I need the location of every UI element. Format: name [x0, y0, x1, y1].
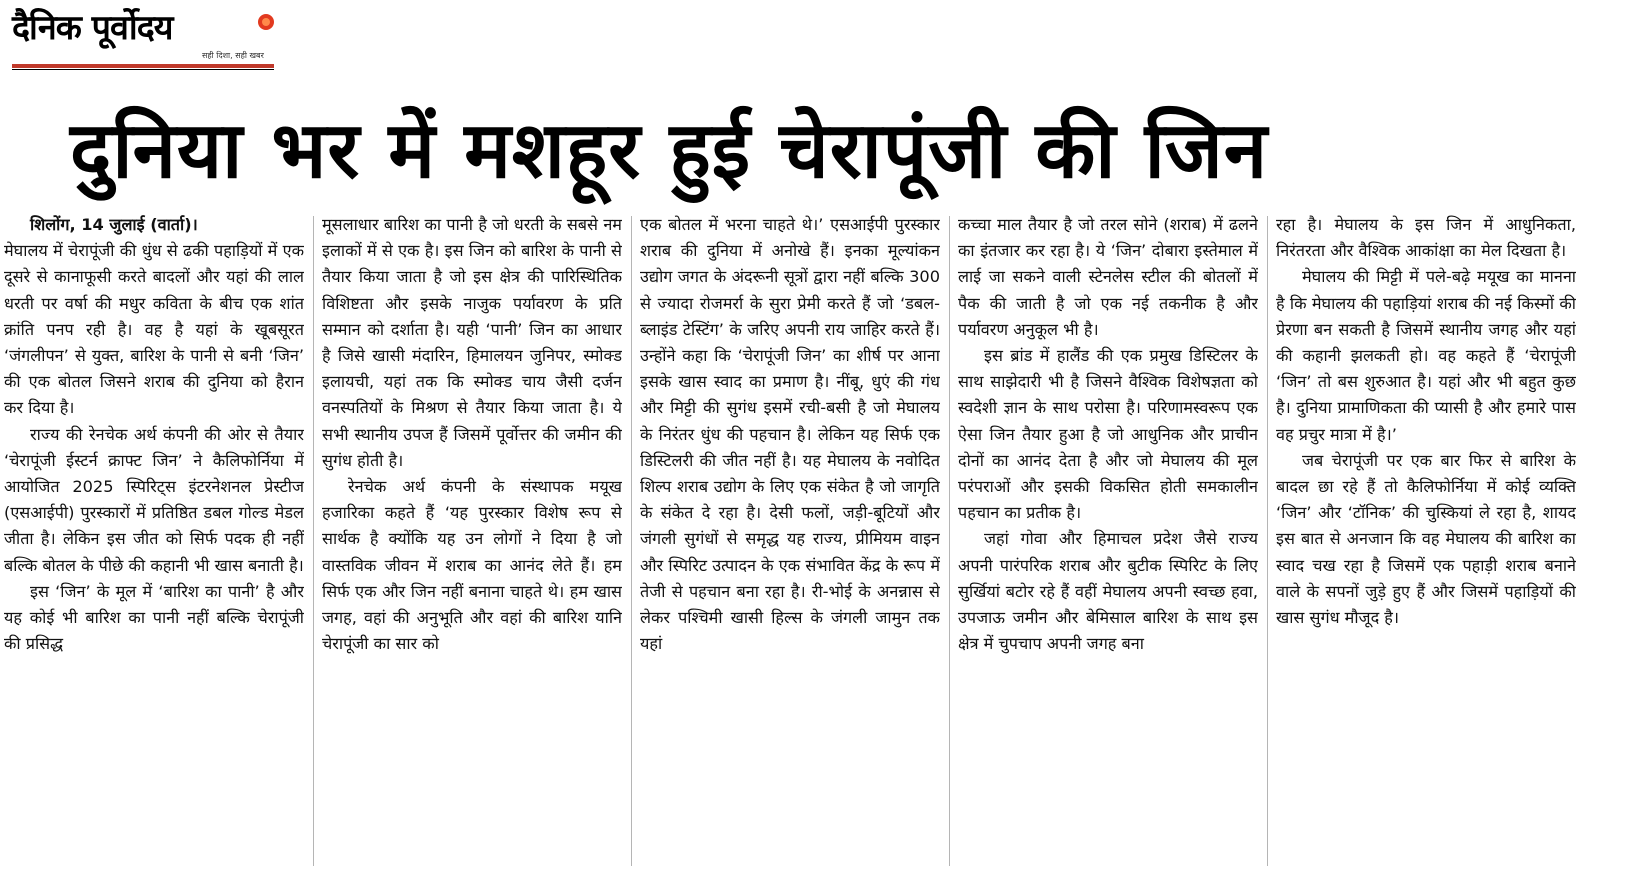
dateline: शिलोंग, 14 जुलाई (वार्ता)।	[30, 215, 198, 234]
masthead-logo: दैनिक पूर्वोदय	[12, 8, 173, 48]
masthead-rule	[12, 64, 274, 68]
paragraph: कच्चा माल तैयार है जो तरल सोने (शराब) में ढलने का इंतजार कर रहा है। ये ‘जिन’ दोबारा इस्तेमाल में लाई जा सकने वाली स्टेनलेस स्टील की बोतलों में पैक की जाती है जो एक नई तकनीक है और पर्यावरण अनुकूल भी है।	[958, 215, 1258, 339]
paragraph: एक बोतल में भरना चाहते थे।’ एसआईपी पुरस्कार शराब की दुनिया में अनोखे हैं। इनका मूल्यांकन उद्योग जगत के अंदरूनी सूत्रों द्वारा नहीं बल्कि 300 से ज्यादा रोजमर्रा के सुरा प्रेमी करते हैं जो ‘डबल-ब्लाइंड टेस्टिंग’ के जरिए अपनी राय जाहिर करते हैं। उन्होंने कहा कि ‘चेरापूंजी जिन’ का शीर्ष पर आना इसके खास स्वाद का प्रमाण है। नींबू, धुएं की गंध और मिट्टी की सुगंध इसमें रची-बसी है जो मेघालय के निरंतर धुंध की पहचान है। लेकिन यह सिर्फ एक डिस्टिलरी की जीत नहीं है। यह मेघालय के नवोदित शिल्प शराब उद्योग के लिए एक संकेत है जो जागृति के संकेत दे रहा है। देसी फलों, जड़ी-बूटियों और जंगली सुगंधों से समृद्ध यह राज्य, प्रीमियम वाइन और स्पिरिट उत्पादन के एक संभावित केंद्र के रूप में तेजी से पहचान बना रहा है। री-भोई के अनन्नास से लेकर पश्चिमी खासी हिल्स के जंगली जामुन तक यहां	[640, 215, 940, 654]
masthead-tagline: सही दिशा, सही खबर	[202, 51, 264, 60]
column-divider	[949, 216, 950, 866]
paragraph: जहां गोवा और हिमाचल प्रदेश जैसे राज्य अपनी पारंपरिक शराब और बुटीक स्पिरिट के लिए सुर्खियां बटोर रहे हैं वहीं मेघालय अपनी स्वच्छ हवा, उपजाऊ जमीन और बेमिसाल बारिश के साथ इस क्षेत्र में चुपचाप अपनी जगह बना	[958, 529, 1258, 654]
paragraph: जब चेरापूंजी पर एक बार फिर से बारिश के बादल छा रहे हैं तो कैलिफोर्निया में कोई व्यक्ति ‘जिन’ और ‘टॉनिक’ की चुस्कियां ले रहा है, शायद इस बात से अनजान कि वह मेघालय की बारिश का स्वाद चख रहा है जिसमें एक पहाड़ी शराब बनाने वाले के सपनों जुड़े हुए हैं और जिसमें पहाड़ियों की खास सुगंध मौजूद है।	[1276, 450, 1576, 628]
article-column-4	[958, 212, 1258, 872]
paragraph: राज्य की रेनचेक अर्थ कंपनी की ओर से तैयार ‘चेरापूंजी ईस्टर्न क्राफ्ट जिन’ ने कैलिफोर्निया में आयोजित 2025 स्पिरिट्स इंटरनेशनल प्रेस्टीज (एसआईपी) पुरस्कारों में प्रतिष्ठित डबल गोल्ड मेडल जीता है। लेकिन इस जीत को सिर्फ पदक ही नहीं बल्कि बोतल के पीछे की कहानी भी खास बनाती है।	[4, 424, 304, 575]
headline: दुनिया भर में मशहूर हुई चेरापूंजी की जिन	[70, 106, 1269, 196]
column-divider	[313, 216, 314, 866]
column-divider	[1267, 216, 1268, 866]
column-divider	[631, 216, 632, 866]
article-column-2	[322, 212, 622, 872]
paragraph: रहा है। मेघालय के इस जिन में आधुनिकता, निरंतरता और वैश्विक आकांक्षा का मेल दिखता है।	[1276, 215, 1576, 261]
paragraph: मेघालय की मिट्टी में पले-बढ़े मयूख का मानना है कि मेघालय की पहाड़ियां शराब की नई किस्मों की प्रेरणा बन सकती है जिसमें स्थानीय जगह और यहां की कहानी झलकती हो। वह कहते हैं ‘चेरापूंजी ‘जिन’ तो बस शुरुआत है। यहां और भी बहुत कुछ है। दुनिया प्रामाणिकता की प्यासी है और हमारे पास वह प्रचुर मात्रा में है।’	[1276, 267, 1576, 444]
article-column-3	[640, 212, 940, 872]
masthead	[12, 6, 282, 72]
masthead-rule-thin	[12, 69, 274, 70]
article-body	[4, 212, 1624, 872]
paragraph: मूसलाधार बारिश का पानी है जो धरती के सबसे नम इलाकों में से एक है। इस जिन को बारिश के पानी से तैयार किया जाता है जो इस क्षेत्र की पारिस्थितिक विशिष्टता और इसके नाजुक पर्यावरण के प्रति सम्मान को दर्शाता है। यही ‘पानी’ जिन का आधार है जिसे खासी मंदारिन, हिमालयन जुनिपर, स्मोक्ड इलायची, यहां तक कि स्मोक्ड चाय जैसी दर्जन वनस्पतियों के मिश्रण से तैयार किया जाता है। ये सभी स्थानीय उपज हैं जिसमें पूर्वोत्तर की जमीन की सुगंध होती है।	[322, 215, 622, 470]
logo-sun-icon	[258, 14, 274, 30]
article-column-1	[4, 212, 304, 872]
paragraph: मेघालय में चेरापूंजी की धुंध से ढकी पहाड़ियों में एक दूसरे से कानाफूसी करते बादलों और यहां की लाल धरती पर वर्षा की मधुर कविता के बीच एक शांत क्रांति पनप रही है। वह है यहां के खूबसूरत ‘जंगलीपन’ से युक्त, बारिश के पानी से बनी ‘जिन’ की एक बोतल जिसने शराब की दुनिया को हैरान कर दिया है।	[4, 241, 304, 418]
paragraph: इस ब्रांड में हालैंड की एक प्रमुख डिस्टिलर के साथ साझेदारी भी है जिसने वैश्विक विशेषज्ञता को स्वदेशी ज्ञान के साथ परोसा है। परिणामस्वरूप एक ऐसा जिन तैयार हुआ है जो आधुनिक और प्राचीन दोनों का आनंद देता है और जो मेघालय की मूल परंपराओं और इसकी विकसित होती समकालीन पहचान का प्रतीक है।	[958, 346, 1258, 523]
article-column-5	[1276, 212, 1576, 872]
paragraph: रेनचेक अर्थ कंपनी के संस्थापक मयूख हजारिका कहते हैं ‘यह पुरस्कार विशेष रूप से सार्थक है क्योंकि यह उन लोगों ने दिया है जो वास्तविक जीवन में शराब का आनंद लेते हैं। हम सिर्फ एक और जिन नहीं बनाना चाहते थे। हम खास जगह, वहां की अनुभूति और वहां की बारिश यानि चेरापूंजी का सार को	[322, 477, 622, 654]
paragraph: इस ‘जिन’ के मूल में ‘बारिश का पानी’ है और यह कोई भी बारिश का पानी नहीं बल्कि चेरापूंजी की प्रसिद्ध	[4, 581, 304, 654]
